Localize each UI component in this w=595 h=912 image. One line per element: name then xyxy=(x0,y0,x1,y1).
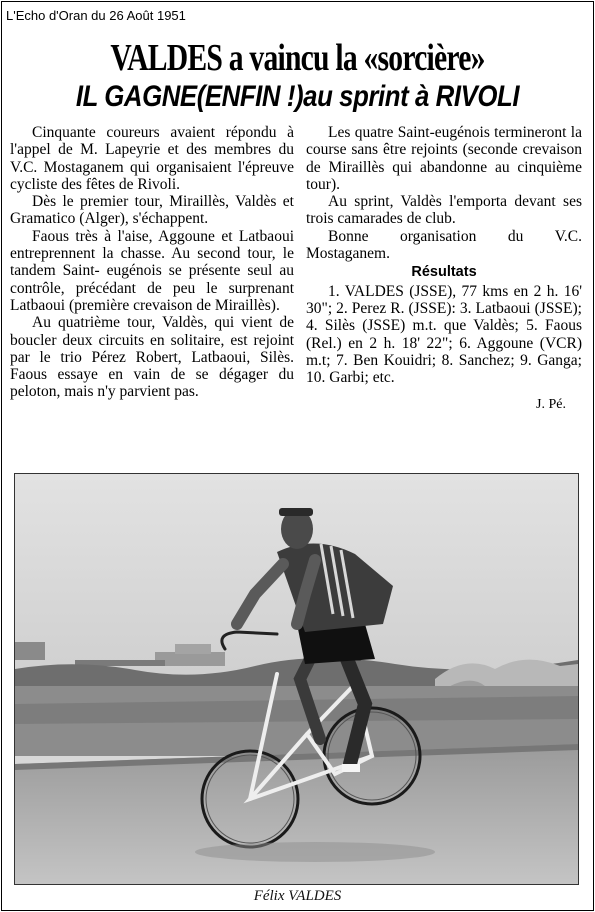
cyclist-illustration xyxy=(15,474,578,884)
author-signature: J. Pé. xyxy=(536,397,566,413)
subheadline: IL GAGNE(ENFIN !)au sprint à RIVOLI xyxy=(75,80,520,113)
paragraph: Bonne organisation du V.C. Mostaganem. xyxy=(306,227,582,263)
photo-caption: Félix VALDES xyxy=(253,888,342,904)
results-text: 1. VALDES (JSSE), 77 kms en 2 h. 16' 30"; 2. Perez R. (JSSE): 3. Latbaoui (JSSE); 4. Silès (JSSE) m.t. que Valdès; 5. Faous (Rel.) en 2 h. 18' 22"; 6. Aggoune (VCR) m.t; 7. Ben Kouidri; 8. Sanchez; 9. Ganga; 10. Garbi; etc. xyxy=(306,282,582,387)
paragraph: Les quatre Saint-eugénois termineront la course sans être rejoints (seconde crevaison de Miraillès qui abandonne au cinquième tour). xyxy=(306,124,582,193)
headline: VALDES a vaincu la «sorcière» xyxy=(110,37,485,79)
paragraph: Faous très à l'aise, Aggoune et Latbaoui entreprennent la chasse. Au second tour, le tandem Saint- eugénois se présente seul au contrôle, précédant de peu le surprenant Latbaoui (première crevaison de Miraillès). xyxy=(10,227,294,314)
cyclist-photo xyxy=(14,473,579,885)
paragraph: Dès le premier tour, Miraillès, Valdès et Gramatico (Alger), s'échappent. xyxy=(10,193,294,228)
article-left-column xyxy=(10,124,294,401)
article-right-column xyxy=(306,124,582,414)
paragraph: Au sprint, Valdès l'emporta devant ses trois camarades de club. xyxy=(306,193,582,228)
paragraph: Au quatrième tour, Valdès, qui vient de boucler deux circuits en solitaire, est rejoint par le trio Pérez Robert, Latbaoui, Silès. Faous essaye en vain de se dégager du peloton, mais n'y parvient pas. xyxy=(10,314,294,401)
paragraph: Cinquante coureurs avaient répondu à l'appel de M. Lapeyrie et des membres du V.C. Mostaganem qui organisaient l'épreuve cycliste des fêtes de Rivoli. xyxy=(10,124,294,193)
results-title: Résultats xyxy=(411,264,477,281)
source-line: L'Echo d'Oran du 26 Août 1951 xyxy=(6,8,186,23)
